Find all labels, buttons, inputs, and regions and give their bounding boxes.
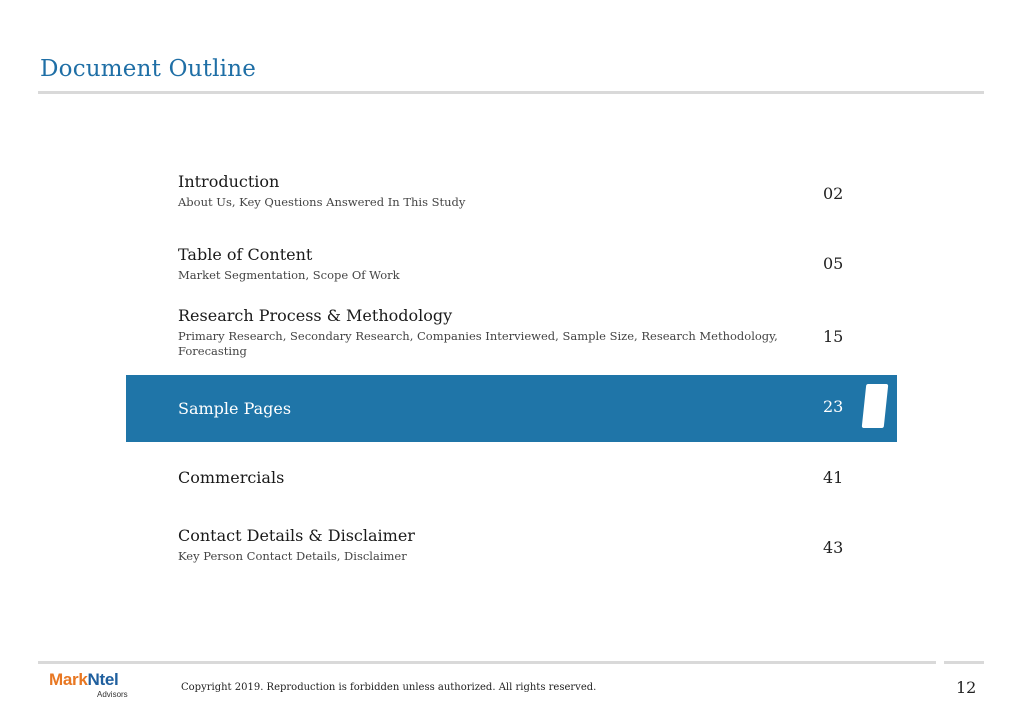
outline-item-title: Contact Details & Disclaimer (178, 526, 415, 545)
logo-wordmark-mark: Mark (49, 670, 88, 689)
outline-item-subtitle-line: Forecasting (178, 344, 247, 358)
outline-item-title: Sample Pages (178, 399, 292, 418)
outline-item-subtitle (178, 329, 798, 359)
outline-item-title: Table of Content (178, 245, 313, 264)
outline-item-title: Commercials (178, 468, 285, 487)
outline-item-contact-details[interactable] (178, 526, 778, 564)
footer-divider-short (944, 661, 984, 664)
current-section-marker (862, 384, 889, 428)
page-number: 12 (956, 678, 977, 697)
outline-item-commercials[interactable] (178, 468, 778, 488)
footer-divider (38, 661, 936, 664)
logo-wordmark (49, 671, 139, 689)
outline-item-subtitle: Key Person Contact Details, Disclaimer (178, 549, 407, 563)
outline-item-sample-pages[interactable] (126, 375, 897, 442)
outline-item-page-number: 02 (823, 184, 844, 203)
outline-item-page-number: 43 (823, 538, 844, 557)
outline-item-subtitle: About Us, Key Questions Answered In This Study (178, 195, 466, 209)
outline-item-research-process[interactable] (178, 306, 798, 359)
logo-wordmark-ntel: Ntel (87, 670, 119, 689)
outline-item-page-number: 15 (823, 327, 844, 346)
outline-item-subtitle-line: Primary Research, Secondary Research, Companies Interviewed, Sample Size, Research Methodology, (178, 329, 778, 343)
outline-item-introduction[interactable] (178, 172, 778, 210)
company-logo (49, 671, 139, 703)
outline-item-title: Introduction (178, 172, 280, 191)
outline-item-table-of-content[interactable] (178, 245, 778, 283)
outline-item-subtitle: Market Segmentation, Scope Of Work (178, 268, 400, 282)
outline-item-page-number: 41 (823, 468, 844, 487)
outline-item-page-number: 23 (823, 397, 844, 416)
logo-subtitle: Advisors (97, 690, 128, 699)
copyright-notice: Copyright 2019. Reproduction is forbidden unless authorized. All rights reserved. (181, 682, 597, 693)
outline-item-page-number: 05 (823, 254, 844, 273)
outline-item-title: Research Process & Methodology (178, 306, 453, 325)
page-title: Document Outline (40, 56, 257, 82)
